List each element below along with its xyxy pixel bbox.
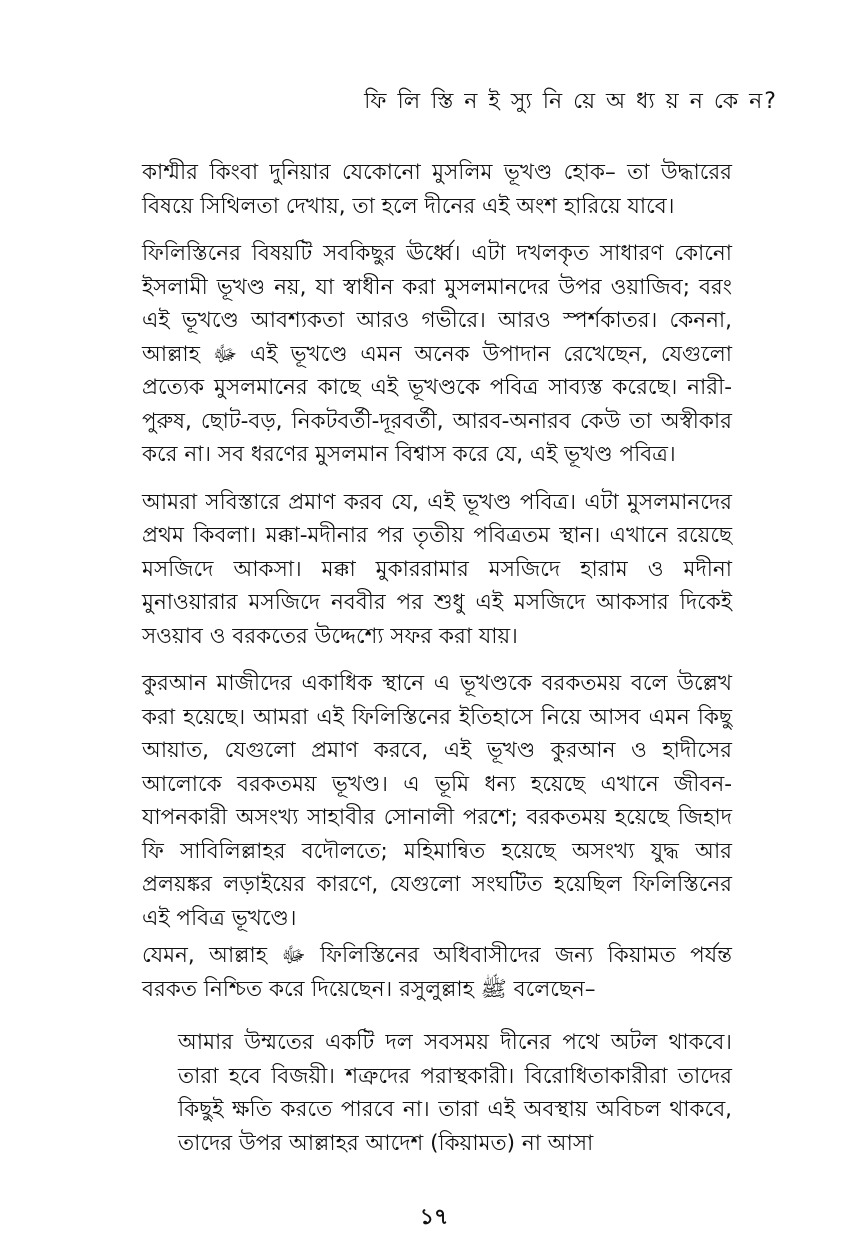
hadith-quote: আমার উম্মতের একটি দল সবসময় দীনের পথে অটল থাকবে। তারা হবে বিজয়ী। শত্রুদের পরাস্থকারী। বিরোধিতাকারীরা তাদের কিছুই ক্ষতি করতে পারবে না। তারা এই অবস্থায় অবিচল থাকবে, তাদের উপর আল্লাহর আদেশ (কিয়ামত) না আসা xyxy=(178,1030,732,1156)
running-header: ফি লি স্তি ন ই স্যু নি য়ে অ ধ্য য় ন কে ন? xyxy=(364,89,778,114)
paragraph-3: আমরা সবিস্তারে প্রমাণ করব যে, এই ভূখণ্ড পবিত্র। এটা মুসলমানদের প্রথম কিবলা। মক্কা-মদীনার পর তৃতীয় পবিত্রতম স্থান। এখানে রয়েছে মসজিদে আকসা। মক্কা মুকাররামার মসজিদে হারাম ও মদীনা মুনাওয়ারার মসজিদে নববীর পর শুধু এই মসজিদে আকসার দিকেই সওয়াব ও বরকতের উদ্দেশ্যে সফর করা যায়। xyxy=(142,489,732,649)
paragraph-5: যেমন, আল্লাহ ﷻ ফিলিস্তিনের অধিবাসীদের জন্য কিয়ামত পর্যন্ত বরকত নিশ্চিত করে দিয়েছেন। রসুলুল্লাহ ﷺ বলেছেন– xyxy=(142,943,732,1002)
body-text xyxy=(142,156,732,1160)
paragraph-4: কুরআন মাজীদের একাধিক স্থানে এ ভূখণ্ডকে বরকতময় বলে উল্লেখ করা হয়েছে। আমরা এই ফিলিস্তিনের ইতিহাসে নিয়ে আসব এমন কিছু আয়াত, যেগুলো প্রমাণ করবে, এই ভূখণ্ড কুরআন ও হাদীসের আলোকে বরকতময় ভূখণ্ড। এ ভূমি ধন্য হয়েছে এখানে জীবন-যাপনকারী অসংখ্য সাহাবীর সোনালী পরশে; বরকতময় হয়েছে জিহাদ ফি সাবিলিল্লাহর বদৌলতে; মহিমান্বিত হয়েছে অসংখ্য যুদ্ধ আর প্রলয়ঙ্কর লড়াইয়ের কারণে, যেগুলো সংঘটিত হয়েছিল ফিলিস্তিনের এই পবিত্র ভূখণ্ডে। xyxy=(142,671,732,931)
paragraph-2: ফিলিস্তিনের বিষয়টি সবকিছুর ঊর্ধ্বে। এটা দখলকৃত সাধারণ কোনো ইসলামী ভূখণ্ড নয়, যা স্বাধীন করা মুসলমানদের উপর ওয়াজিব; বরং এই ভূখণ্ডে আবশ্যকতা আরও গভীরে। আরও স্পর্শকাতর। কেননা, আল্লাহ ﷻ এই ভূখণ্ডে এমন অনেক উপাদান রেখেছেন, যেগুলো প্রত্যেক মুসলমানের কাছে এই ভূখণ্ডকে পবিত্র সাব্যস্ত করেছে। নারী-পুরুষ, ছোট-বড়, নিকটবর্তী-দূরবর্তী, আরব-অনারব কেউ তা অস্বীকার করে না। সব ধরণের মুসলমান বিশ্বাস করে যে, এই ভূখণ্ড পবিত্র। xyxy=(142,241,732,467)
page-number: ১৭ xyxy=(419,1205,449,1230)
paragraph-1: কাশ্মীর কিংবা দুনিয়ার যেকোনো মুসলিম ভূখণ্ড হোক– তা উদ্ধারের বিষয়ে সিথিলতা দেখায়, তা হলে দীনের এই অংশ হারিয়ে যাবে। xyxy=(142,160,732,219)
